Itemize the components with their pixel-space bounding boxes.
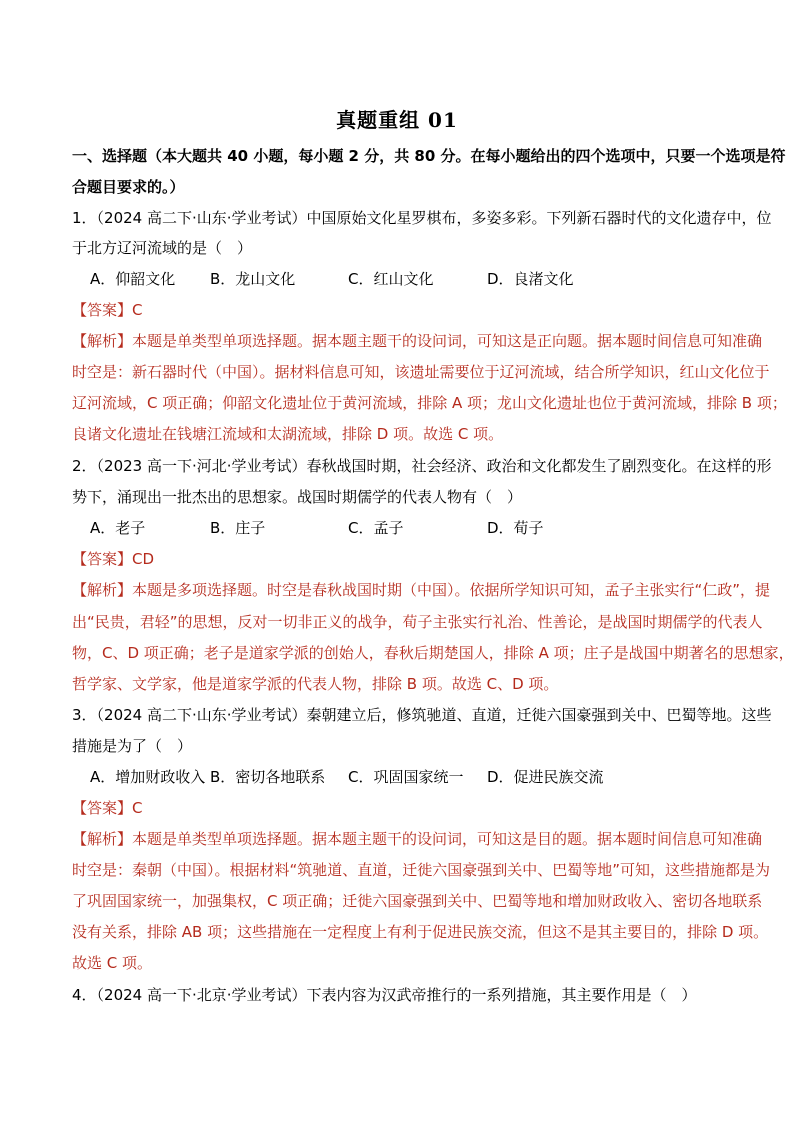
- question-3-option-d[interactable]: D．促进民族交流: [487, 768, 604, 786]
- question-1-analysis-line-2: 时空是：新石器时代（中国）。据材料信息可知，该遗址需要位于辽河流域，结合所学知识，红山文化位于: [72, 363, 770, 381]
- question-2-option-a[interactable]: A．老子: [90, 519, 146, 537]
- question-3-analysis-line-1: [72, 829, 762, 849]
- question-3-stem-line-2: 措施是为了（ ）: [72, 737, 193, 755]
- question-4-stem-line-1: 4．（2024 高一下·北京·学业考试）下表内容为汉武帝推行的一系列措施，其主要作用是（ ）: [72, 986, 697, 1004]
- section-header-line-1: 一、选择题（本大题共 40 小题，每小题 2 分，共 80 分。在每小题给出的四个选项中，只要一个选项是符: [72, 147, 786, 165]
- analysis-text: 本题是单类型单项选择题。据本题主题干的设问词，可知这是目的题。据本题时间信息可知准确: [132, 830, 763, 848]
- question-3-option-c[interactable]: C．巩固国家统一: [348, 768, 464, 786]
- question-2-option-c[interactable]: C．孟子: [348, 519, 404, 537]
- question-2-option-b[interactable]: B．庄子: [210, 519, 266, 537]
- question-1-analysis-line-1: [72, 331, 762, 351]
- question-1-stem-line-2: 于北方辽河流域的是（ ）: [72, 239, 253, 257]
- question-2-analysis-line-3: 物，C、D 项正确；老子是道家学派的创始人，春秋后期楚国人，排除 A 项；庄子是战国中期著名的思想家，: [72, 644, 794, 662]
- question-3-option-b[interactable]: B．密切各地联系: [210, 768, 326, 786]
- question-1-option-a[interactable]: A．仰韶文化: [90, 270, 176, 288]
- answer-label: 【答案】: [72, 799, 133, 817]
- analysis-label: 【解析】: [72, 332, 133, 350]
- question-3-analysis-line-5: 故选 C 项。: [72, 954, 153, 972]
- question-1-stem-line-1: 1．（2024 高二下·山东·学业考试）中国原始文化星罗棋布，多姿多彩。下列新石器时代的文化遗存中，位: [72, 209, 772, 227]
- question-2-analysis-line-4: 哲学家、文学家，他是道家学派的代表人物，排除 B 项。故选 C、D 项。: [72, 675, 559, 693]
- question-2-stem-line-1: 2．（2023 高一下·河北·学业考试）春秋战国时期，社会经济、政治和文化都发生了剧烈变化。在这样的形: [72, 457, 772, 475]
- question-3-analysis-line-2: 时空是：秦朝（中国）。根据材料“筑驰道、直道，迁徙六国豪强到关中、巴蜀等地”可知，这些措施都是为: [72, 861, 771, 879]
- question-1-option-b[interactable]: B．龙山文化: [210, 270, 296, 288]
- question-3-stem-line-1: 3．（2024 高二下·山东·学业考试）秦朝建立后，修筑驰道、直道，迁徙六国豪强到关中、巴蜀等地。这些: [72, 706, 772, 724]
- question-3-analysis-line-3: 了巩固国家统一，加强集权，C 项正确；迁徙六国豪强到关中、巴蜀等地和增加财政收入、密切各地联系: [72, 892, 763, 910]
- analysis-text: 本题是多项选择题。时空是春秋战国时期（中国）。依据所学知识可知，孟子主张实行“仁政”，提: [132, 581, 771, 599]
- analysis-label: 【解析】: [72, 830, 133, 848]
- question-3-answer: [72, 798, 143, 818]
- answer-label: 【答案】: [72, 301, 133, 319]
- question-2-answer: [72, 549, 154, 569]
- answer-value: C: [132, 799, 143, 817]
- question-2-option-d[interactable]: D．荀子: [487, 519, 544, 537]
- analysis-label: 【解析】: [72, 581, 133, 599]
- question-3-analysis-line-4: 没有关系，排除 AB 项；这些措施在一定程度上有利于促进民族交流，但这不是其主要目的，排除 D 项。: [72, 923, 769, 941]
- analysis-text: 本题是单类型单项选择题。据本题主题干的设问词，可知这是正向题。据本题时间信息可知准确: [132, 332, 763, 350]
- question-2-analysis-line-2: 出“民贵，君轻”的思想，反对一切非正义的战争，荀子主张实行礼治、性善论，是战国时期儒学的代表人: [72, 613, 763, 631]
- question-3-option-a[interactable]: A．增加财政收入: [90, 768, 206, 786]
- question-1-analysis-line-3: 辽河流域，C 项正确；仰韶文化遗址位于黄河流域，排除 A 项；龙山文化遗址也位于黄河流域，排除 B 项；: [72, 394, 787, 412]
- question-1-analysis-line-4: 良诸文化遗址在钱塘江流域和太湖流域，排除 D 项。故选 C 项。: [72, 425, 504, 443]
- section-header-line-2: 合题目要求的。）: [72, 178, 185, 196]
- answer-value: CD: [132, 550, 155, 568]
- question-1-option-c[interactable]: C．红山文化: [348, 270, 434, 288]
- page-title: 真题重组 01: [336, 108, 458, 132]
- question-1-answer: [72, 300, 143, 320]
- question-2-stem-line-2: 势下，涌现出一批杰出的思想家。战国时期儒学的代表人物有（ ）: [72, 488, 523, 506]
- question-2-analysis-line-1: [72, 580, 770, 600]
- answer-label: 【答案】: [72, 550, 133, 568]
- question-1-option-d[interactable]: D．良渚文化: [487, 270, 574, 288]
- answer-value: C: [132, 301, 143, 319]
